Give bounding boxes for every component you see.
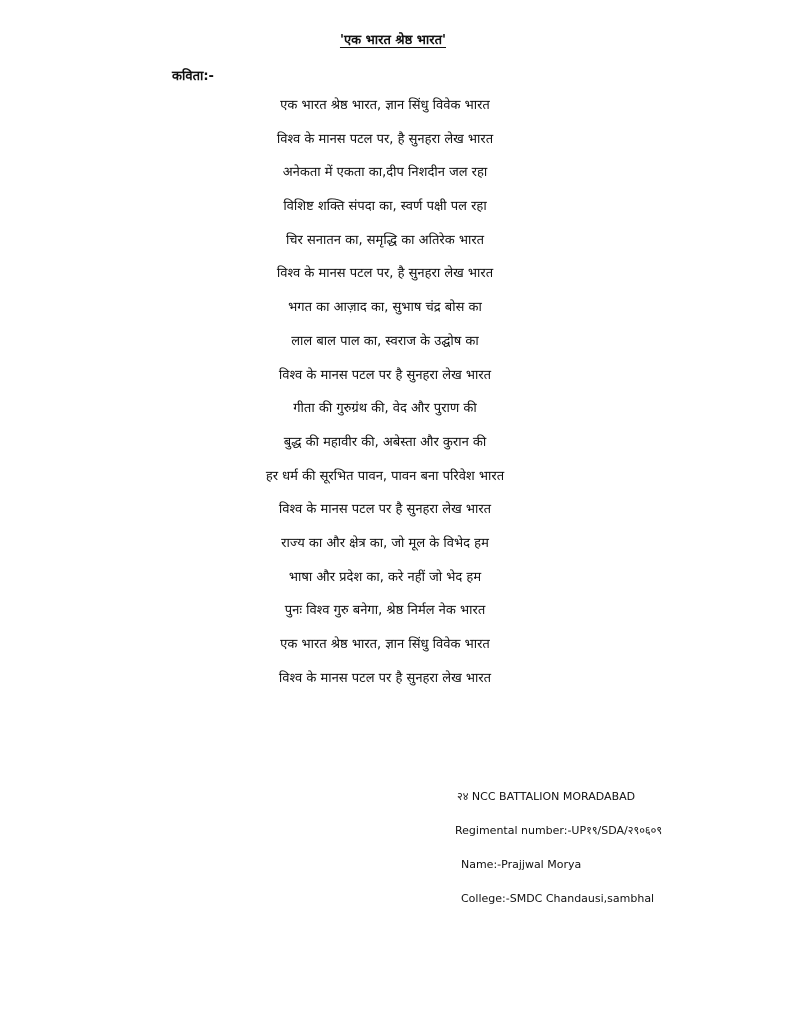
poem-line: बुद्ध की महावीर की, अबेस्ता और कुरान की (283, 434, 487, 450)
poem-line: पुनः विश्व गुरु बनेगा, श्रेष्ठ निर्मल नेक भारत (284, 603, 486, 619)
poem-title-text: 'एक भारत श्रेष्ठ भारत' (339, 33, 447, 48)
poem-line: राज्य का और क्षेत्र का, जो मूल के विभेद हम (281, 535, 489, 551)
poem-label: कविता:- (172, 69, 214, 84)
author-details (455, 787, 662, 923)
poem-line: विश्व के मानस पटल पर, है सुनहरा लेख भारत (276, 266, 494, 282)
poem-line: चिर सनातन का, समृद्धि का अतिरेक भारत (285, 232, 485, 248)
poem-title (0, 30, 786, 48)
poem-line: अनेकता में एकता का,दीप निशदीन जल रहा (282, 165, 488, 181)
poem-body (0, 96, 770, 702)
author-unit: २४ NCC BATTALION MORADABAD (457, 790, 636, 803)
author-regimental-number: Regimental number:-UP१९/SDA/२९०६०९ (455, 824, 663, 837)
author-college: College:-SMDC Chandausi,sambhal (461, 892, 655, 905)
poem-line: विशिष्ट शक्ति संपदा का, स्वर्ण पक्षी पल रहा (283, 199, 487, 215)
author-name: Name:-Prajjwal Morya (461, 858, 582, 871)
poem-line: गीता की गुरुग्रंथ की, वेद और पुराण की (293, 401, 477, 417)
poem-line: एक भारत श्रेष्ठ भारत, ज्ञान सिंधु विवेक भारत (280, 98, 490, 113)
poem-line: भगत का आज़ाद का, सुभाष चंद्र बोस का (288, 300, 482, 316)
poem-line: विश्व के मानस पटल पर, है सुनहरा लेख भारत (276, 131, 494, 147)
poem-line: हर धर्म की सूरभित पावन, पावन बना परिवेश भारत (265, 468, 505, 484)
poem-line: विश्व के मानस पटल पर है सुनहरा लेख भारत (278, 502, 492, 518)
poem-line: लाल बाल पाल का, स्वराज के उद्घोष का (291, 333, 479, 349)
poem-line: एक भारत श्रेष्ठ भारत, ज्ञान सिंधु विवेक भारत (280, 637, 490, 652)
poem-line: भाषा और प्रदेश का, करे नहीं जो भेद हम (288, 569, 482, 585)
poem-line: विश्व के मानस पटल पर है सुनहरा लेख भारत (278, 367, 492, 383)
poem-line: विश्व के मानस पटल पर है सुनहरा लेख भारत (278, 670, 492, 686)
